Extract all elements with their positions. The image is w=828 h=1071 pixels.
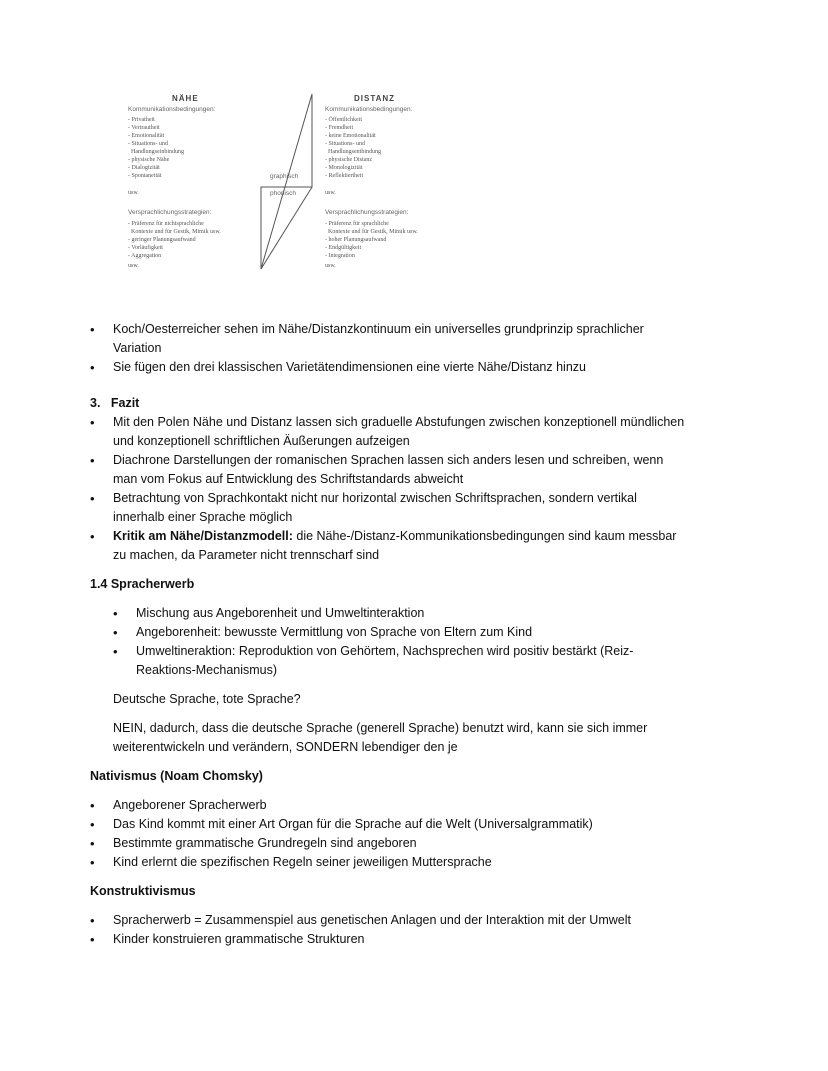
list-item: - Privatheit	[128, 117, 155, 123]
list-item: • Mischung aus Angeborenheit und Umweltinteraktion	[113, 604, 690, 623]
kritik-text: die Nähe-/Distanz-Kommunikationsbedingungen sind kaum messbar zu machen, da Parameter nicht trennscharf sind	[113, 529, 677, 562]
list-item: Handlungseinbindung	[128, 149, 184, 155]
list-item: - Reflektiertheit	[325, 173, 364, 179]
list-item: - physische Nähe	[128, 157, 170, 163]
answer-paragraph: NEIN, dadurch, dass die deutsche Sprache (generell Sprache) benutzt wird, kann sie sich immer weiterentwickeln und verändern, SONDERN lebendiger den je	[113, 721, 648, 754]
list-item: Handlungsentbindung	[325, 149, 381, 155]
list-item: - hoher Planungsaufwand	[325, 237, 387, 243]
list-item: - Situations- und	[325, 141, 365, 147]
list-item: • Kind erlernt die spezifischen Regeln seiner jeweiligen Muttersprache	[90, 853, 690, 872]
fazit-bullet-list	[90, 413, 690, 565]
question-paragraph: Deutsche Sprache, tote Sprache?	[113, 692, 301, 706]
list-item: - Präferenz für nichtsprachliche	[128, 221, 204, 227]
left-conditions-list	[128, 116, 184, 180]
list-item: - Integration	[325, 253, 355, 259]
left-usw-1: usw.	[128, 190, 139, 196]
right-sub-heading-1: Kommunikationsbedingungen:	[325, 106, 413, 113]
right-usw-2: usw.	[325, 263, 336, 269]
intro-bullet-list	[90, 320, 690, 377]
naehe-title: NÄHE	[172, 94, 199, 103]
right-sub-heading-2: Versprachlichungsstrategien:	[325, 209, 409, 216]
list-item: - Endgültigkeit	[325, 245, 362, 251]
fazit-heading	[90, 394, 690, 413]
list-item: - geringer Planungsaufwand	[128, 237, 196, 243]
konstruktivismus-bullet-list	[90, 911, 690, 949]
list-item: - Spontaneität	[128, 173, 162, 179]
konstruktivismus-heading: Konstruktivismus	[90, 884, 196, 898]
fazit-title: Fazit	[110, 396, 140, 410]
list-item: • Diachrone Darstellungen der romanischen Sprachen lassen sich anders lesen und schreiben, wenn man vom Fokus auf Entwicklung des Schriftstandards abweicht	[90, 451, 690, 489]
list-item: - Situations- und	[128, 141, 168, 147]
nativismus-bullet-list	[90, 796, 690, 872]
list-item: - Dialogizität	[128, 165, 160, 171]
list-item: • Sie fügen den drei klassischen Varietätendimensionen eine vierte Nähe/Distanz hinzu	[90, 358, 690, 377]
spracherwerb-bullet-list	[113, 604, 690, 680]
kritik-label: Kritik am Nähe/Distanzmodell:	[113, 529, 293, 543]
list-item: • Das Kind kommt mit einer Art Organ für die Sprache auf die Welt (Universalgrammatik)	[90, 815, 690, 834]
list-item: - Vertrautheit	[128, 125, 160, 131]
section-heading-spracherwerb: 1.4 Spracherwerb	[90, 577, 195, 591]
graphisch-label: graphisch	[270, 173, 299, 180]
right-strategies-list	[325, 220, 418, 260]
list-item	[90, 527, 690, 565]
document-body	[90, 320, 690, 949]
list-item: • Betrachtung von Sprachkontakt nicht nur horizontal zwischen Schriftsprachen, sondern vertikal innerhalb einer Sprache möglich	[90, 489, 690, 527]
list-item: • Bestimmte grammatische Grundregeln sind angeboren	[90, 834, 690, 853]
list-item: • Angeborener Spracherwerb	[90, 796, 690, 815]
nativismus-heading: Nativismus (Noam Chomsky)	[90, 769, 263, 783]
list-item: • Angeborenheit: bewusste Vermittlung von Sprache von Eltern zum Kind	[113, 623, 690, 642]
left-sub-heading-2: Versprachlichungsstrategien:	[128, 209, 212, 216]
distanz-title: DISTANZ	[354, 94, 396, 103]
list-item: • Umweltineraktion: Reproduktion von Gehörtem, Nachsprechen wird positiv bestärkt (Reiz-Reaktions-Mechanismus)	[113, 642, 690, 680]
list-item: - Öffentlichkeit	[325, 117, 363, 123]
list-item: - Fremdheit	[325, 125, 354, 131]
list-item: - Emotionalität	[128, 133, 165, 139]
list-item: • Mit den Polen Nähe und Distanz lassen sich graduelle Abstufungen zwischen konzeptionell mündlichen und konzeptionell schriftlichen Äußerungen aufzeigen	[90, 413, 690, 451]
phonisch-label: phonisch	[270, 190, 297, 197]
right-conditions-list	[325, 116, 381, 180]
list-item: - Aggregation	[128, 253, 162, 259]
left-sub-heading-1: Kommunikationsbedingungen:	[128, 106, 216, 113]
list-item: • Kinder konstruieren grammatische Strukturen	[90, 930, 690, 949]
left-usw-2: usw.	[128, 263, 139, 269]
list-item: Kontexte und für Gestik, Mimik usw.	[325, 229, 418, 235]
right-usw-1: usw.	[325, 190, 336, 196]
list-item: - physische Distanz	[325, 157, 372, 163]
list-item: - Präferenz für sprachliche	[325, 221, 389, 227]
list-item: Kontexte und für Gestik, Mimik usw.	[128, 229, 221, 235]
naehe-distanz-diagram	[120, 88, 440, 280]
list-item: • Koch/Oesterreicher sehen im Nähe/Distanzkontinuum ein universelles grundprinzip sprachlicher Variation	[90, 320, 690, 358]
list-item: - keine Emotionalität	[325, 133, 376, 139]
fazit-number: 3.	[90, 396, 101, 410]
left-strategies-list	[128, 220, 221, 260]
list-item: - Vorläufigkeit	[128, 245, 163, 251]
list-item: - Monologizität	[325, 165, 363, 171]
list-item: • Spracherwerb = Zusammenspiel aus genetischen Anlagen und der Interaktion mit der Umwelt	[90, 911, 690, 930]
